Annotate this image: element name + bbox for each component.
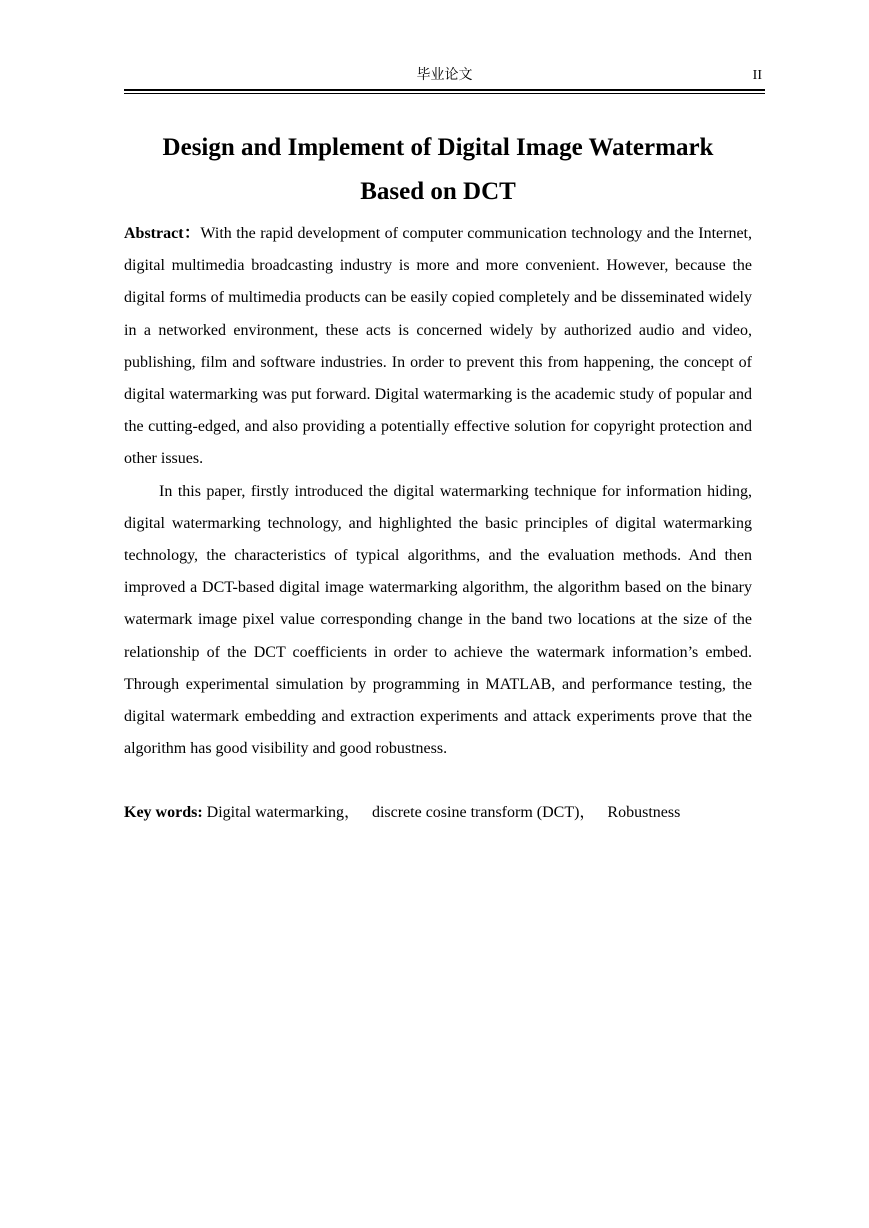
keywords-items: Digital watermarking， discrete cosine transform (DCT)， Robustness xyxy=(206,804,681,822)
title-line-1: Design and Implement of Digital Image Watermark xyxy=(162,134,714,161)
page-number: II xyxy=(752,68,762,83)
header-rule-thin xyxy=(124,93,765,94)
abstract-label: Abstract： xyxy=(124,225,201,242)
keywords-line xyxy=(124,797,752,829)
abstract-paragraph-1 xyxy=(124,218,752,476)
keywords-label: Key words: xyxy=(124,804,203,822)
abstract-paragraph-2: In this paper, firstly introduced the digital watermarking technique for information hiding, digital watermarking technology, and highlighted the basic principles of digital watermarking technology, the characteristics of typical algorithms, and the evaluation methods. And then improved a DCT-based digital image watermarking algorithm, the algorithm based on the binary watermark image pixel value corresponding change in the band two locations at the size of the relationship of the DCT coefficients in order to achieve the watermark information’s embed. Through experimental simulation by programming in MATLAB, and performance testing, the digital watermark embedding and extraction experiments and attack experiments prove that the algorithm has good visibility and good robustness. xyxy=(124,482,752,758)
header-title: 毕业论文 xyxy=(416,67,473,83)
page-header xyxy=(124,64,765,86)
header-rule-thick xyxy=(124,89,765,91)
abstract-section xyxy=(124,218,752,830)
document-title xyxy=(124,126,752,214)
abstract-paragraph-1-text: With the rapid development of computer communication technology and the Internet, digital multimedia broadcasting industry is more and more convenient. However, because the digital forms of multimedia products can be easily copied completely and be disseminated widely in a networked environment, these acts is concerned widely by authorized audio and video, publishing, film and software industries. In order to prevent this from happening, the concept of digital watermarking was put forward. Digital watermarking is the academic study of popular and the cutting-edged, and also providing a potentially effective solution for copyright protection and other issues. xyxy=(124,225,752,468)
title-line-2: Based on DCT xyxy=(360,178,516,205)
